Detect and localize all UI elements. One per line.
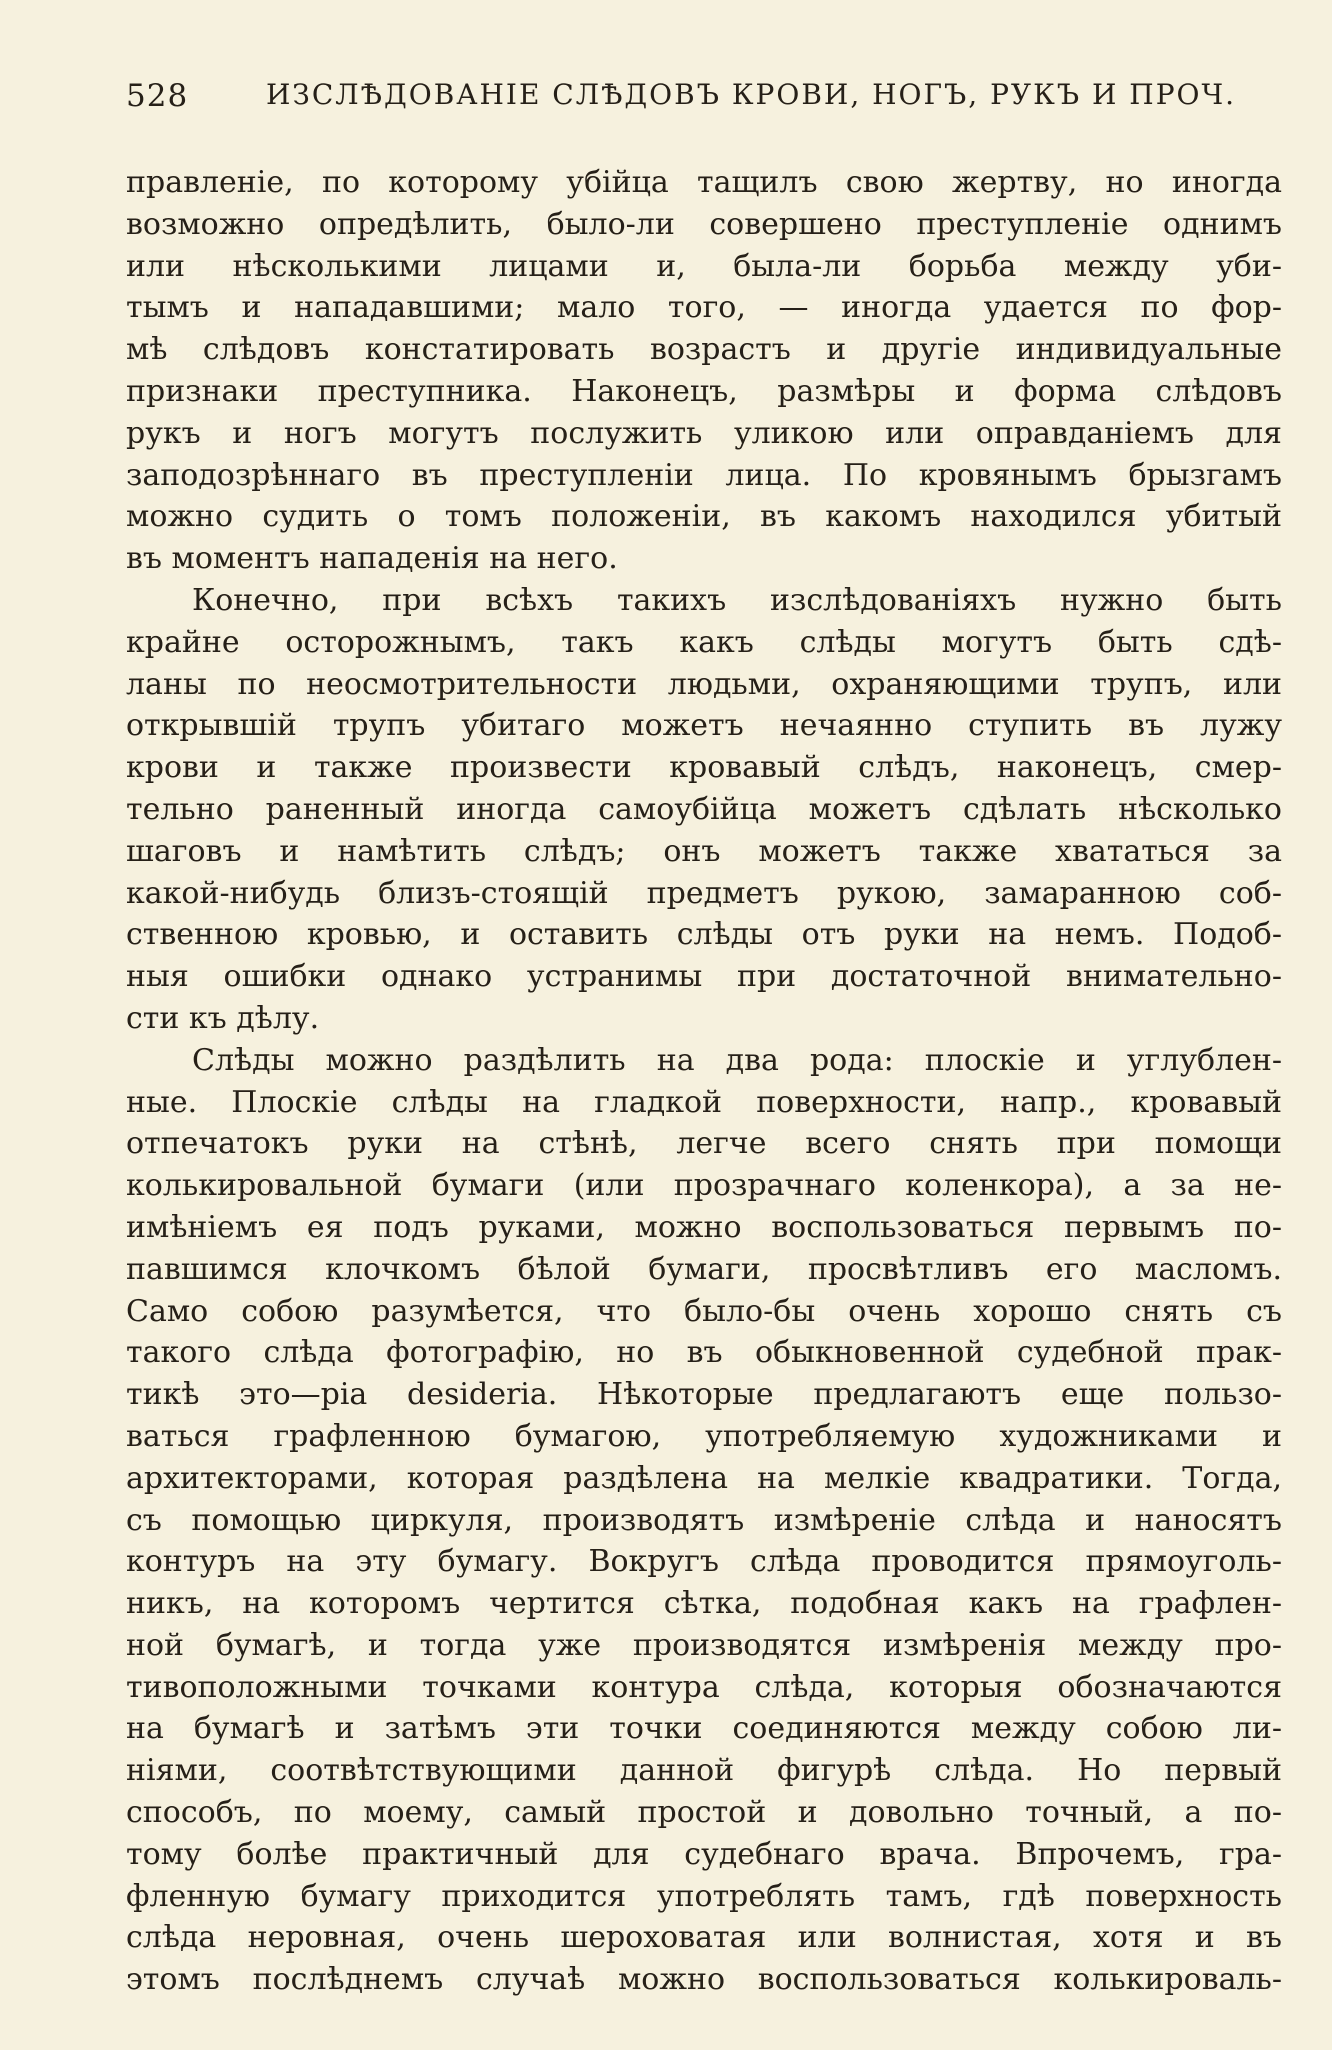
text-line: ной бумагѣ, и тогда уже производятся измѣренія между про- [126,1627,1282,1663]
text-line: слѣда неровная, очень шероховатая или волнистая, хотя и въ [126,1920,1282,1956]
text-line: ніями, соотвѣтствующими данной фигурѣ слѣда. Но первый [126,1753,1282,1789]
text-line: ные. Плоскіе слѣды на гладкой поверхности, напр., кровавый [126,1084,1282,1120]
body-text [126,162,1282,2001]
text-line: правленіе, по которому убійца тащилъ свою жертву, но иногда [126,165,1282,200]
text-line: тикѣ это—pia desideria. Нѣкоторые предлагаютъ еще пользо- [126,1377,1282,1413]
text-line: шаговъ и намѣтить слѣдъ; онъ можетъ также хвататься за [126,833,1282,869]
text-line: ственною кровью, и оставить слѣды отъ руки на немъ. Подоб- [126,917,1282,953]
text-line: крови и также произвести кровавый слѣдъ, наконецъ, смер- [126,750,1282,786]
text-line: ланы по неосмотрительности людьми, охраняющими трупъ, или [126,666,1282,702]
text-line: способъ, по моему, самый простой и довольно точный, а по- [126,1795,1282,1831]
text-line: какой-нибудь близъ-стоящій предметъ рукою, замаранною соб- [126,875,1282,911]
text-line: никъ, на которомъ чертится сѣтка, подобная какъ на графлен- [126,1586,1282,1622]
page-header [126,78,1276,134]
text-line: мѣ слѣдовъ констатировать возрастъ и другіе индивидуальные [126,332,1282,368]
text-line: можно судить о томъ положеніи, въ какомъ находился убитый [126,499,1282,535]
text-line: рукъ и ногъ могутъ послужить уликою или оправданіемъ для [126,415,1282,451]
text-line: на бумагѣ и затѣмъ эти точки соединяются между собою ли- [126,1711,1282,1747]
text-line: отпечатокъ руки на стѣнѣ, легче всего снять при помощи [126,1126,1282,1162]
running-title: ИЗСЛѢДОВАНІЕ СЛѢДОВЪ КРОВИ, НОГЪ, РУКЪ И ПРОЧ. [266,78,1237,111]
text-line: открывшій трупъ убитаго можетъ нечаянно ступить въ лужу [126,708,1282,744]
page-number: 528 [126,78,189,114]
text-line: заподозрѣннаго въ преступленіи лица. По кровянымъ брызгамъ [126,457,1282,493]
text-line: ваться графленною бумагою, употребляемую художниками и [126,1418,1282,1454]
text-line: Слѣды можно раздѣлить на два рода: плоскіе и углублен- [192,1042,1282,1078]
text-line: тельно раненный иногда самоубійца можетъ сдѣлать нѣсколько [126,791,1282,827]
text-line: крайне осторожнымъ, такъ какъ слѣды могутъ быть сдѣ- [126,624,1282,660]
text-line: тымъ и нападавшими; мало того, — иногда удается по фор- [126,290,1282,326]
text-line: возможно опредѣлить, было-ли совершено преступленіе однимъ [126,206,1282,242]
text-line: фленную бумагу приходится употреблять тамъ, гдѣ поверхность [126,1878,1282,1914]
text-line: такого слѣда фотографію, но въ обыкновенной судебной прак- [126,1335,1282,1371]
text-line: въ моментъ нападенія на него. [126,541,618,577]
text-line: или нѣсколькими лицами и, была-ли борьба между уби- [126,248,1282,284]
text-line: имѣніемъ ея подъ руками, можно воспользоваться первымъ по- [126,1209,1282,1245]
text-line: ныя ошибки однако устранимы при достаточной внимательно- [126,959,1282,995]
text-line: Само собою разумѣется, что было-бы очень хорошо снять съ [126,1293,1282,1329]
text-line: контуръ на эту бумагу. Вокругъ слѣда проводится прямоуголь- [126,1544,1282,1580]
text-line: съ помощью циркуля, производятъ измѣреніе слѣда и наносятъ [126,1502,1282,1538]
text-line: архитекторами, которая раздѣлена на мелкіе квадратики. Тогда, [126,1460,1282,1496]
text-line: этомъ послѣднемъ случаѣ можно воспользоваться колькироваль- [126,1962,1282,1998]
text-line: тому болѣе практичный для судебнаго врача. Впрочемъ, гра- [126,1836,1282,1872]
text-line: тивоположными точками контура слѣда, которыя обозначаются [126,1669,1282,1705]
text-line: павшимся клочкомъ бѣлой бумаги, просвѣтливъ его масломъ. [126,1251,1282,1287]
text-line: признаки преступника. Наконецъ, размѣры и форма слѣдовъ [126,373,1282,409]
text-line: сти къ дѣлу. [126,1000,320,1036]
text-line: Конечно, при всѣхъ такихъ изслѣдованіяхъ нужно быть [192,582,1282,618]
text-line: колькировальной бумаги (или прозрачнаго коленкора), а за не- [126,1168,1282,1204]
